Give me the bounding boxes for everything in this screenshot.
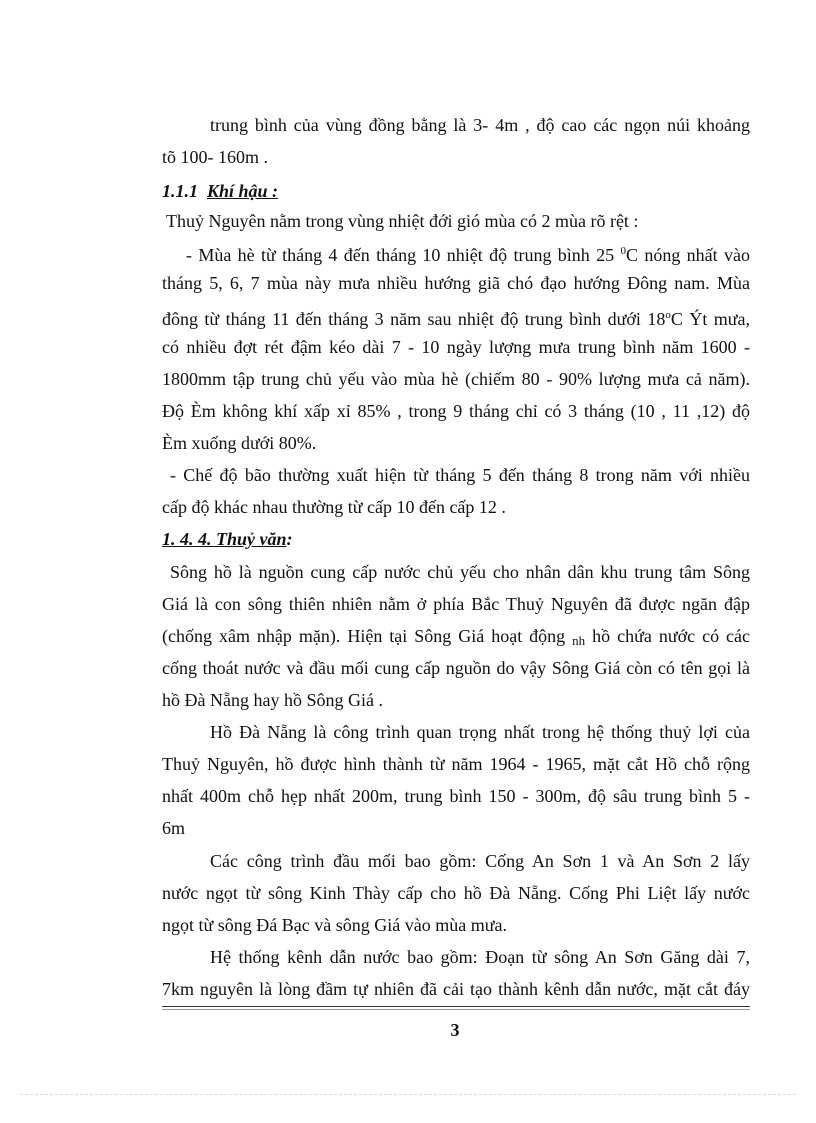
body-line: có nhiều đợt rét đậm kéo dài 7 - 10 ngày lượng mưa trung bình năm 1600 - bbox=[162, 337, 750, 357]
body-line: - Mùa hè từ tháng 4 đến tháng 10 nhiệt độ trung bình 25 $^0$C nóng nhất vào bbox=[186, 245, 750, 265]
body-line: - Chế độ bão thường xuất hiện từ tháng 5 đến tháng 8 trong năm với nhiều bbox=[170, 465, 750, 485]
body-line: trung bình của vùng đồng bằng là 3- 4m , độ cao các ngọn núi khoảng bbox=[210, 115, 750, 135]
body-line: 6m bbox=[162, 818, 186, 838]
body-line: cống thoát nước và đầu mối cung cấp nguồn do vậy Sông Giá còn có tên gọi là bbox=[162, 658, 750, 678]
body-line: Độ Èm không khí xấp xỉ 85% , trong 9 tháng chỉ có 3 tháng (10 , 11 ,12) độ bbox=[162, 401, 750, 421]
body-line: 1800mm tập trung chủ yếu vào mùa hè (chiếm 80 - 90% lượng mưa cả năm). bbox=[162, 369, 750, 389]
body-line: Hệ thống kênh dẫn nước bao gồm: Đoạn từ sông An Sơn Găng dài 7, bbox=[210, 947, 750, 967]
body-line: Hồ Đà Nẵng là công trình quan trọng nhất trong hệ thống thuỷ lợi của bbox=[210, 722, 750, 742]
body-line: nhất 400m chỗ hẹp nhất 200m, trung bình 150 - 300m, độ sâu trung bình 5 - bbox=[162, 786, 750, 806]
body-line: 7km nguyên là lòng đầm tự nhiên đã cải tạo thành kênh dẫn nước, mặt cắt đáy bbox=[162, 979, 750, 999]
section-number: 1.1.1 bbox=[162, 181, 198, 201]
body-line: nước ngọt từ sông Kinh Thày cấp cho hồ Đà Nẵng. Cống Phi Liệt lấy nước bbox=[162, 883, 750, 903]
body-line: Thuỷ Nguyên, hồ được hình thành từ năm 1964 - 1965, mặt cắt Hồ chỗ rộng bbox=[162, 754, 750, 774]
body-line: hồ Đà Nẵng hay hồ Sông Giá . bbox=[162, 690, 383, 710]
body-line: ngọt từ sông Đá Bạc và sông Giá vào mùa mưa. bbox=[162, 915, 507, 935]
body-line: Các công trình đầu mối bao gồm: Cống An Sơn 1 và An Sơn 2 lấy bbox=[210, 851, 750, 871]
body-line: cấp độ khác nhau thường từ cấp 10 đến cấp 12 . bbox=[162, 497, 506, 517]
body-line: đông từ tháng 11 đến tháng 3 năm sau nhiệt độ trung bình dưới 18$^o$C Ýt mưa, bbox=[162, 309, 750, 329]
section-heading-hydrology: 1. 4. 4. Thuỷ văn: bbox=[162, 529, 293, 549]
body-line: Giá là con sông thiên nhiên nằm ở phía Bắc Thuỷ Nguyên đã được ngăn đập bbox=[162, 594, 750, 614]
section-title: Khí hậu : bbox=[207, 181, 279, 201]
body-line: (chống xâm nhập mặn). Hiện tại Sông Giá hoạt động nh hồ chứa nước có các bbox=[162, 626, 751, 648]
body-line: Thuỷ Nguyên nằm trong vùng nhiệt đới gió mùa có 2 mùa rõ rệt : bbox=[166, 211, 639, 231]
footer-rule-secondary bbox=[162, 1009, 750, 1010]
body-line: tháng 5, 6, 7 mùa này mưa nhiều hướng giã chó đạo hướng Đông nam. Mùa bbox=[162, 273, 750, 293]
section-heading-climate bbox=[162, 180, 278, 202]
page-boundary bbox=[20, 1094, 796, 1095]
body-line: Sông hồ là nguồn cung cấp nước chủ yếu cho nhân dân khu trung tâm Sông bbox=[170, 562, 750, 582]
footer-rule bbox=[162, 1006, 750, 1007]
section-title: 1. 4. 4. Thuỷ văn bbox=[162, 529, 287, 549]
page-number: 3 bbox=[450, 1020, 460, 1040]
body-line: tõ 100- 160m . bbox=[162, 147, 268, 167]
body-line: Èm xuống dưới 80%. bbox=[162, 433, 317, 453]
